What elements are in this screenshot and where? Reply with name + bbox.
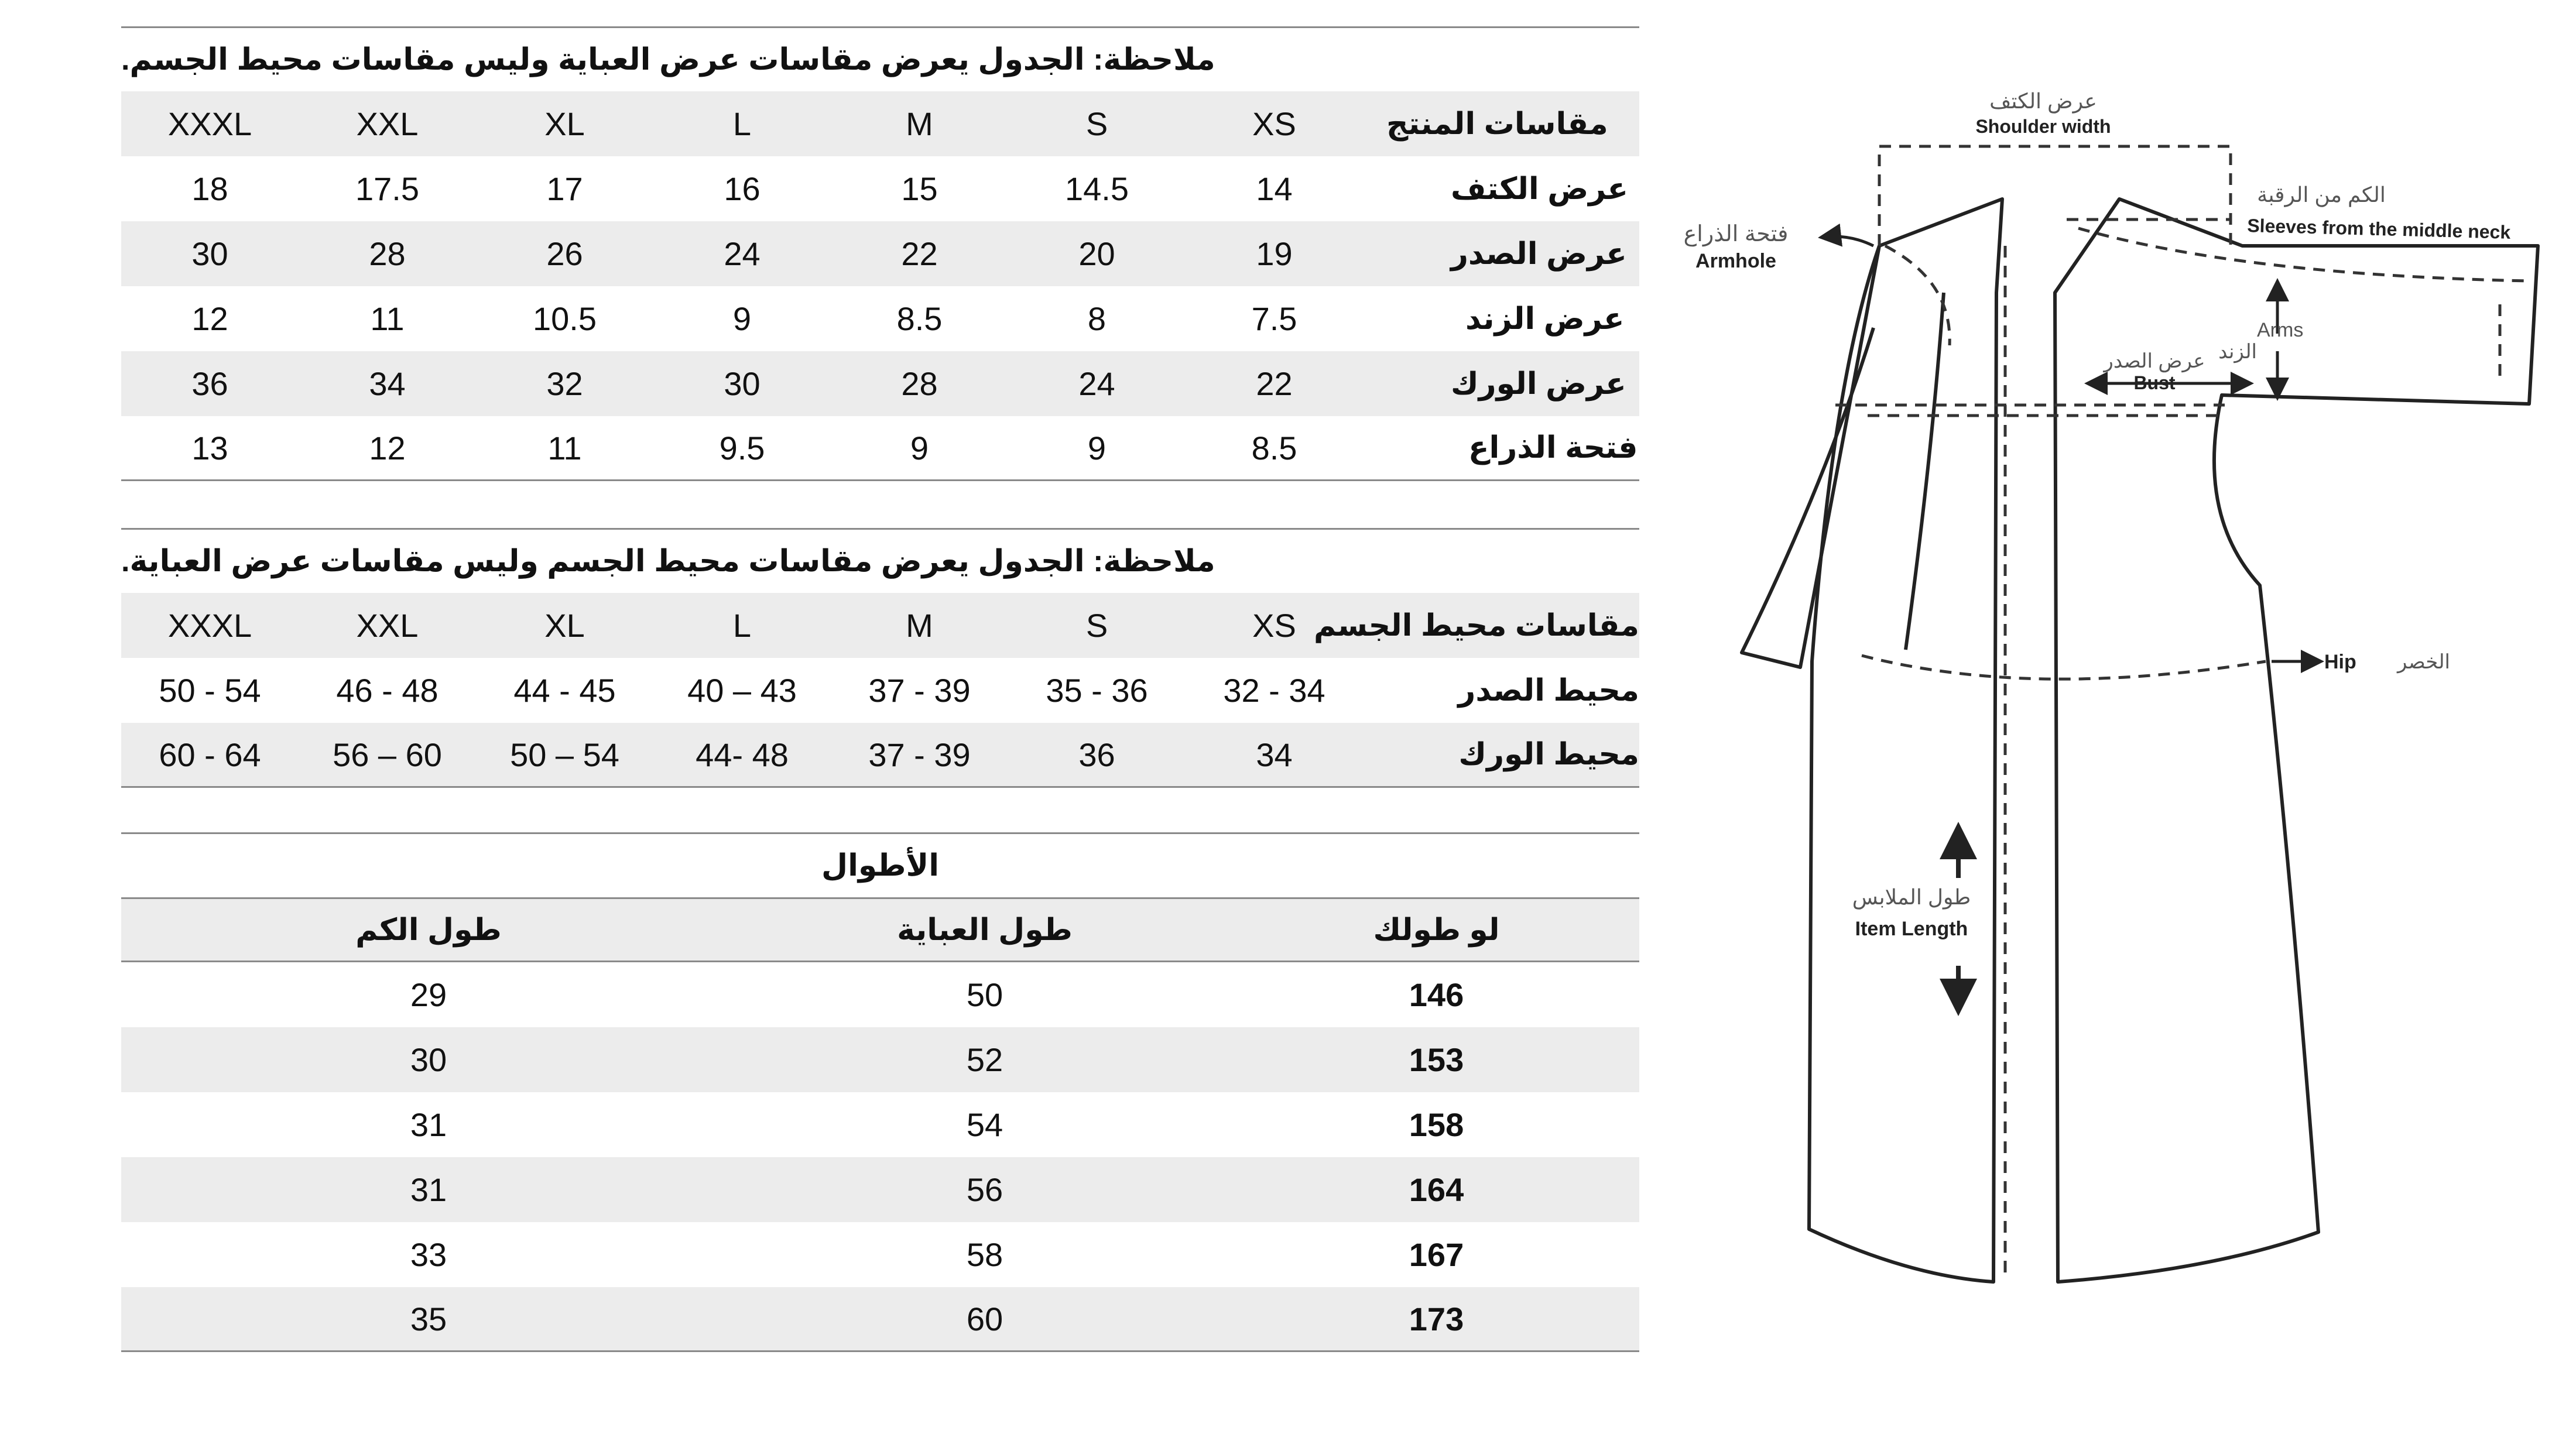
table-cell: 10.5 — [533, 300, 597, 337]
table-cell: 44 - 45 — [513, 672, 616, 709]
size-header: XXL — [356, 105, 419, 142]
table2-header-label: مقاسات محيط الجسم — [1313, 608, 1639, 643]
table-cell: 31 — [410, 1171, 447, 1208]
body-measurement-table — [121, 528, 1639, 788]
table-cell: 30 — [724, 365, 761, 402]
table-row — [121, 1092, 1639, 1157]
table-cell: 11 — [547, 429, 582, 466]
table-cell: 12 — [369, 429, 406, 466]
row-label: عرض الصدر — [1451, 236, 1627, 271]
table-cell: 8.5 — [896, 300, 943, 337]
armhole-en-label: Armhole — [1695, 250, 1776, 272]
row-label: عرض الزند — [1465, 301, 1625, 336]
table-cell: 56 — [966, 1171, 1003, 1208]
table-cell: 167 — [1409, 1236, 1464, 1273]
lengths-table — [121, 832, 1639, 1352]
row-label: عرض الورك — [1451, 366, 1626, 401]
table-cell: 12 — [191, 300, 228, 337]
table-cell: 50 — [966, 976, 1003, 1013]
table-cell: 50 - 54 — [159, 672, 261, 709]
hip-en-label: Hip — [2324, 651, 2356, 673]
table-cell: 34 — [1256, 736, 1293, 773]
table-cell: 35 — [410, 1300, 447, 1337]
sleeve-en-label: Sleeves from the middle neck — [2246, 215, 2511, 243]
table-cell: 34 — [369, 365, 406, 402]
arms-en-label: Arms — [2257, 319, 2304, 341]
size-header: S — [1085, 607, 1108, 644]
table-cell: 17.5 — [355, 170, 419, 207]
table-cell: 32 - 34 — [1223, 672, 1325, 709]
table-cell: 28 — [901, 365, 938, 402]
table-row — [121, 1027, 1639, 1092]
table-cell: 31 — [410, 1106, 447, 1143]
dashed-guides — [1835, 146, 2529, 1276]
table-cell: 18 — [191, 170, 228, 207]
size-header: XXL — [356, 607, 419, 644]
row-label: فتحة الذراع — [1468, 431, 1638, 465]
size-header: XL — [544, 105, 585, 142]
table-cell: 37 - 39 — [868, 736, 971, 773]
table-row — [121, 962, 1639, 1027]
table-cell: 37 - 39 — [868, 672, 971, 709]
table-cell: 11 — [370, 300, 405, 337]
table-cell: 36 — [191, 365, 228, 402]
height-header: لو طولك — [1373, 913, 1500, 947]
abaya-measurement-diagram — [1651, 0, 2576, 1451]
row-label: محيط الصدر — [1458, 673, 1639, 708]
table-cell: 8 — [1087, 300, 1107, 337]
sleeve-ar-label: الكم من الرقبة — [2257, 183, 2386, 207]
bust-ar-label: عرض الصدر — [2104, 350, 2205, 372]
table-cell: 33 — [410, 1236, 447, 1273]
table-cell: 40 – 43 — [687, 672, 797, 709]
table-cell: 24 — [724, 235, 761, 272]
table-cell: 52 — [966, 1041, 1003, 1078]
size-header: XS — [1252, 105, 1296, 142]
table-cell: 22 — [901, 235, 938, 272]
size-header: M — [906, 607, 933, 644]
table-cell: 50 – 54 — [510, 736, 619, 773]
table-cell: 14.5 — [1065, 170, 1129, 207]
lengths-title: الأطوال — [121, 832, 1639, 897]
table-cell: 28 — [369, 235, 406, 272]
table-cell: 9 — [910, 429, 929, 466]
table-cell: 9 — [1087, 429, 1107, 466]
size-header: XS — [1252, 607, 1296, 644]
table-cell: 158 — [1409, 1106, 1464, 1143]
table-cell: 17 — [546, 170, 583, 207]
table-cell: 46 - 48 — [336, 672, 439, 709]
table-cell: 153 — [1409, 1041, 1464, 1078]
table-row — [121, 156, 1639, 221]
bust-en-label: Bust — [2133, 372, 2176, 393]
table-cell: 60 — [966, 1300, 1003, 1337]
shoulder-en-label: Shoulder width — [1975, 116, 2111, 137]
table-cell: 58 — [966, 1236, 1003, 1273]
table1-header-label: مقاسات المنتج — [1386, 107, 1608, 141]
armhole-ar-label: فتحة الذراع — [1683, 222, 1789, 246]
size-header: XL — [544, 607, 585, 644]
table-cell: 36 — [1078, 736, 1115, 773]
size-header: L — [732, 105, 752, 142]
table-row — [121, 658, 1639, 723]
size-header: L — [732, 607, 752, 644]
table-cell: 13 — [191, 429, 228, 466]
table-cell: 173 — [1409, 1300, 1464, 1337]
table-cell: 32 — [546, 365, 583, 402]
table2-note: ملاحظة: الجدول يعرض مقاسات محيط الجسم وليس مقاسات عرض العباية. — [121, 528, 1639, 593]
abaya-length-header: طول العباية — [897, 913, 1073, 947]
size-header: S — [1085, 105, 1108, 142]
table1-note: ملاحظة: الجدول يعرض مقاسات عرض العباية وليس مقاسات محيط الجسم. — [121, 26, 1639, 91]
size-header: XXXL — [167, 607, 252, 644]
length-en-label: Item Length — [1855, 918, 1968, 940]
table-cell: 60 - 64 — [159, 736, 261, 773]
row-label: محيط الورك — [1458, 737, 1639, 771]
table-cell: 9.5 — [719, 429, 765, 466]
table-cell: 16 — [724, 170, 761, 207]
table-row — [121, 1287, 1639, 1352]
table-row — [121, 221, 1639, 286]
table-cell: 22 — [1256, 365, 1293, 402]
hip-ar-label: الخصر — [2397, 651, 2450, 673]
table-cell: 20 — [1078, 235, 1115, 272]
product-width-table — [121, 26, 1639, 481]
table3-header-row — [121, 897, 1639, 962]
table-cell: 164 — [1409, 1171, 1464, 1208]
table-row — [121, 416, 1639, 481]
arms-ar-label: الزند — [2218, 341, 2257, 363]
table-cell: 56 – 60 — [333, 736, 442, 773]
size-header: XXXL — [167, 105, 252, 142]
table-row — [121, 723, 1639, 788]
table-row — [121, 286, 1639, 351]
table-cell: 9 — [732, 300, 752, 337]
table-cell: 26 — [546, 235, 583, 272]
table-cell: 29 — [410, 976, 447, 1013]
table1-header-row — [121, 91, 1639, 156]
length-ar-label: طول الملابس — [1852, 885, 1971, 909]
table-cell: 35 - 36 — [1046, 672, 1148, 709]
table-cell: 7.5 — [1251, 300, 1297, 337]
table-cell: 24 — [1078, 365, 1115, 402]
table-cell: 8.5 — [1251, 429, 1297, 466]
table-cell: 146 — [1409, 976, 1464, 1013]
shoulder-ar-label: عرض الكتف — [1989, 89, 2097, 113]
size-header: M — [906, 105, 933, 142]
table2-header-row — [121, 593, 1639, 658]
table-cell: 19 — [1256, 235, 1293, 272]
table-cell: 14 — [1256, 170, 1293, 207]
table-row — [121, 1157, 1639, 1222]
row-label: عرض الكتف — [1451, 171, 1629, 206]
table-cell: 44- 48 — [696, 736, 789, 773]
table-row — [121, 351, 1639, 416]
table-cell: 15 — [901, 170, 938, 207]
table-cell: 30 — [191, 235, 228, 272]
sleeve-length-header: طول الكم — [355, 913, 502, 947]
table-cell: 30 — [410, 1041, 447, 1078]
table-row — [121, 1222, 1639, 1287]
table-cell: 54 — [966, 1106, 1003, 1143]
